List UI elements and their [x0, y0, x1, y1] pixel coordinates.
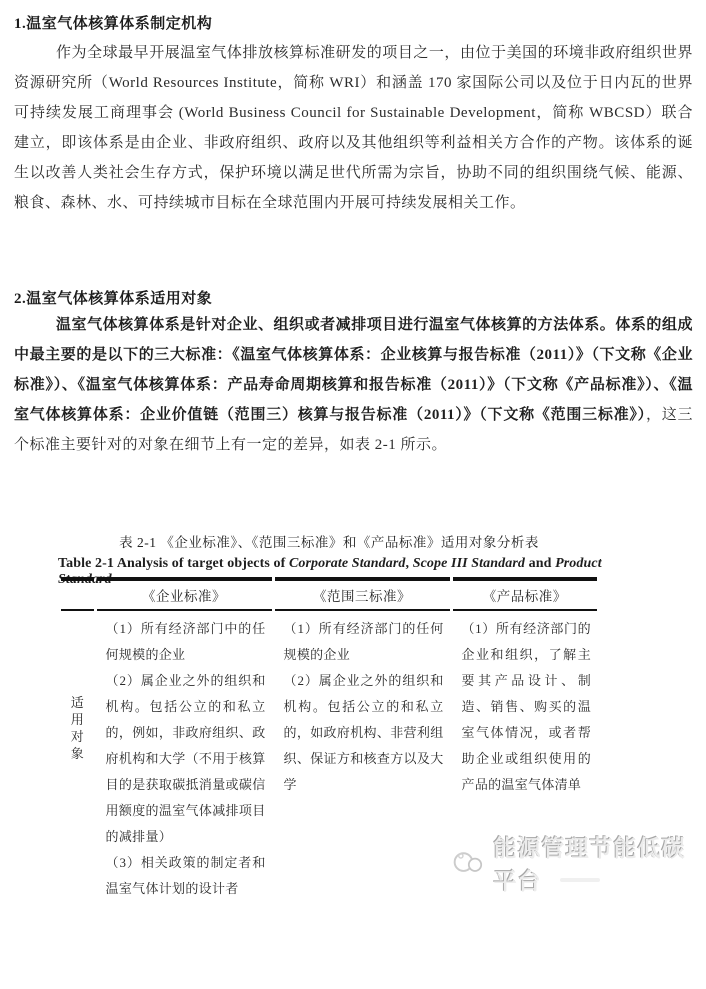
- col-header-scope3-standard: 《范围三标准》: [275, 577, 450, 611]
- sheep-logo-icon: [452, 847, 486, 879]
- table-header-row: [61, 577, 597, 611]
- caption-en-corporate-standard: Corporate Standard: [288, 556, 406, 571]
- applicability-table: [58, 577, 600, 989]
- table-body-row: [61, 611, 597, 989]
- caption-en-sep2: and: [525, 556, 556, 571]
- section-1-heading: 1.温室气体核算体系制定机构: [14, 16, 213, 32]
- watermark-label: 能源管理节能低碳平台: [493, 835, 686, 894]
- watermark: [452, 830, 706, 896]
- cell-product-standard: [453, 611, 597, 989]
- cell-paragraph: （1）所有经济部门中的任何规模的企业: [105, 621, 266, 662]
- cell-paragraph: （2）属企业之外的组织和机构。包括公立的和私立的，例如，非政府组织、政府机构和大学（不用于核算目的是获取碳抵消量或碳信用额度的温室气体减排项目的减排量）: [105, 673, 266, 844]
- section-2-paragraph-regular-tail: ，这三个标准主要针对的对象在细节上有一定的差异，如表 2-1 所示。: [14, 407, 693, 453]
- col-header-product-standard: 《产品标准》: [453, 577, 597, 611]
- section-1-paragraph: 作为全球最早开展温室气体排放核算标准研发的项目之一，由位于美国的环境非政府组织世界资源研究所（World Resources Institute，简称 WRI）和涵盖 170 家国际公司以及位于日内瓦的世界可持续发展工商理事会 (World Business Council for Sustainable Development，简称 WBCSD）联合建立，即该体系是由企业、非政府组织、政府以及其他组织等利益相关方合作的产物。该体系的诞生以改善人类社会生存方式，保护环境以满足世代所需为宗旨，协助不同的组织围绕气候、能源、粮食、森林、水、可持续城市目标在全球范围内开展可持续发展相关工作。: [14, 45, 693, 211]
- cell-paragraph: （1）所有经济部门的企业和组织，了解主要其产品设计、制造、销售、购买的温室气体情况，或者帮助企业或组织使用的产品的温室气体清单: [461, 621, 591, 792]
- caption-en-scope3-standard: Scope III Standard: [412, 556, 526, 571]
- table-caption-zh: 表 2-1 《企业标准》、《范围三标准》和《产品标准》适用对象分析表: [119, 535, 539, 550]
- cell-paragraph: （1）所有经济部门的任何规模的企业: [283, 621, 444, 662]
- section-2-paragraph-bold-lead: 温室气体核算体系是针对企业、组织或者减排项目进行温室气体核算的方法体系。体系的组成中最主要的是以下的三大标准：《温室气体核算体系：企业核算与报告标准（2011）》（下文称《企业标准》）、《温室气体核算体系：产品寿命周期核算和报告标准（2011）》（下文称《产品标准》）、《温室气体核算体系：企业价值链（范围三）核算与报告标准（2011）》（下文称《范围三标准》）: [14, 317, 693, 423]
- cell-corporate-standard: [97, 611, 272, 989]
- col-header-corporate-standard: 《企业标准》: [97, 577, 272, 611]
- section-2-paragraph: [14, 310, 693, 460]
- table-corner-cell: [61, 577, 94, 611]
- caption-en-sep1: ,: [405, 556, 413, 571]
- row-header-vertical-label: 适用对象: [70, 695, 84, 761]
- cell-scope3-standard: [275, 611, 450, 989]
- row-header-applicable-objects: [61, 611, 94, 989]
- cell-paragraph: （3）相关政策的制定者和温室气体计划的设计者: [105, 855, 266, 896]
- watermark-smudge: [560, 878, 600, 882]
- caption-en-prefix: Table 2-1 Analysis of target objects of: [58, 556, 289, 571]
- section-2-heading: 2.温室气体核算体系适用对象: [14, 291, 213, 307]
- caption-en-product-standard: Product Standard: [58, 556, 602, 587]
- cell-paragraph: （2）属企业之外的组织和机构。包括公立的和私立的，如政府机构、非营利组织、保证方和核查方以及大学: [283, 673, 444, 792]
